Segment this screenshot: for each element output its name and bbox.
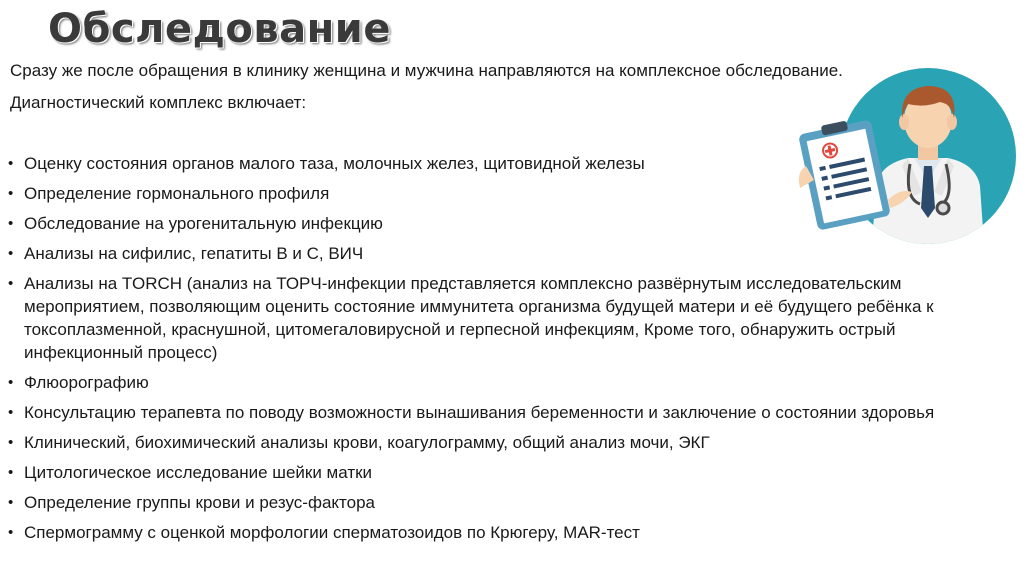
list-item: • Цитологическое исследование шейки матки — [8, 463, 373, 482]
bullet-icon: • — [8, 215, 14, 232]
bullet-icon: • — [8, 374, 14, 391]
list-item: • Анализы на сифилис, гепатиты B и C, ВИЧ — [8, 244, 364, 263]
doctor-with-clipboard-icon — [792, 68, 1024, 244]
intro-line-1: Сразу же после обращения в клинику женщина и мужчина направляются на комплексное обследование. — [10, 61, 843, 80]
list-item: • Флюорографию — [8, 373, 149, 392]
bullet-icon: • — [8, 185, 14, 202]
list-item: • Спермограмму с оценкой морфологии сперматозоидов по Крюгеру, MAR-тест — [8, 523, 640, 542]
bullet-icon: • — [8, 404, 14, 421]
bullet-icon: • — [8, 524, 14, 541]
bullet-icon: • — [8, 245, 14, 262]
list-item: • Определение группы крови и резус-фактора — [8, 493, 375, 512]
bullet-icon: • — [8, 275, 14, 292]
list-item: • Определение гормонального профиля — [8, 184, 330, 203]
list-item: • Обследование на урогенитальную инфекцию — [8, 214, 383, 233]
bullet-icon: • — [8, 434, 14, 451]
bullet-icon: • — [8, 464, 14, 481]
list-item: • Анализы на TORCH (анализ на ТОРЧ-инфекции представляется комплексно развёрнутым исследовательским мероприятием, позволяющим оценить состояние иммунитета организма будущей матери и её будущего ребёнка к токсоплазменной, краснушной, цитомегаловирусной и герпесной инфекциям, Кроме того, обнаружить острый инфекционный процесс) — [8, 274, 934, 362]
bullet-icon: • — [8, 494, 14, 511]
list-item: • Оценку состояния органов малого таза, молочных желез, щитовидной железы — [8, 154, 645, 173]
intro-line-2: Диагностический комплекс включает: — [10, 93, 307, 112]
list-item: • Консультацию терапевта по поводу возможности вынашивания беременности и заключение о состоянии здоровья — [8, 403, 935, 422]
bullet-icon: • — [8, 155, 14, 172]
slide-title: Обследование — [48, 6, 391, 52]
list-item: • Клинический, биохимический анализы крови, коагулограмму, общий анализ мочи, ЭКГ — [8, 433, 710, 452]
